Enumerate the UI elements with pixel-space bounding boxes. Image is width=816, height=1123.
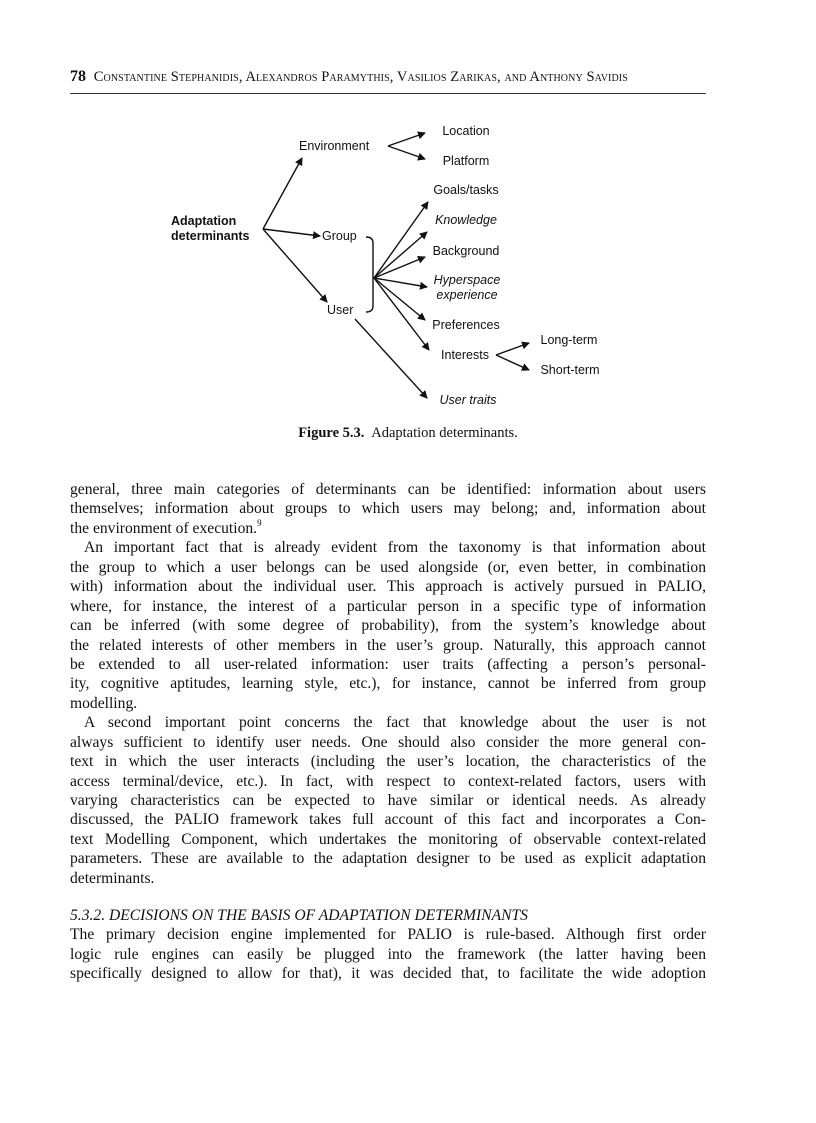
text-line-content: can be inferred (with some degree of probability), from the system’s knowledge about: [70, 617, 706, 635]
section-paragraph: [70, 925, 706, 983]
section-5-3-2: [70, 906, 706, 984]
node-hyperspace-line1: Hyperspace: [433, 273, 501, 287]
header-rule: [70, 93, 706, 94]
text-line: [70, 830, 706, 849]
text-line: [70, 810, 706, 829]
text-line: [70, 849, 706, 868]
text-line-content: access terminal/device, etc.). In fact, with respect to context-related factors, users with: [70, 772, 706, 790]
text-line: logic rule engines can easily be plugged into the framework (the latter having been: [70, 945, 706, 963]
adaptation-determinants-diagram: [0, 100, 816, 420]
text-line: [70, 499, 706, 518]
text-line-content: determinants.: [70, 869, 155, 887]
text-line: [70, 616, 706, 635]
text-line-content: A second important point concerns the fact that knowledge about the user is not: [84, 714, 706, 732]
node-user-traits: User traits: [439, 393, 497, 407]
body-text: [70, 480, 706, 888]
text-line: specifically designed to allow for that), it was decided that, to facilitate the wide adoption: [70, 965, 706, 983]
text-line: The primary decision engine implemented for PALIO is rule-based. Although first order: [70, 926, 706, 944]
node-platform: Platform: [442, 154, 490, 168]
node-preferences: Preferences: [432, 318, 500, 332]
text-line-content: where, for instance, the interest of a particular person in a specific type of information: [70, 597, 706, 615]
footnote-marker[interactable]: 9: [257, 517, 262, 528]
header-authors: Constantine Stephanidis, Alexandros Paramythis, Vasilios Zarikas, and Anthony Savidis: [93, 69, 628, 85]
text-line: [70, 713, 706, 732]
figure-caption: [0, 425, 816, 442]
diagram-arrows: [263, 133, 529, 398]
figure-label: Figure 5.3.: [298, 425, 365, 441]
text-line-content: discussed, the PALIO framework takes full account of this fact and incorporates a Con-: [70, 811, 706, 829]
page-number: 78: [70, 68, 86, 85]
text-line: [70, 538, 706, 557]
node-knowledge: Knowledge: [435, 213, 497, 227]
arrow-to-platform: [388, 146, 425, 159]
text-line-content: be extended to all user-related information: user traits (affecting a person’s personal-: [70, 655, 706, 673]
arrow-to-user: [263, 229, 327, 302]
node-location: Location: [442, 124, 490, 138]
paragraph: [70, 713, 706, 888]
node-background: Background: [432, 244, 500, 258]
arrow-to-location: [388, 133, 425, 146]
text-line: [70, 655, 706, 674]
text-line-content: varying characteristics can be expected to have similar or identical needs. As already: [70, 792, 706, 809]
node-goals: Goals/tasks: [433, 183, 499, 197]
text-line: [70, 577, 706, 596]
text-line: [70, 772, 706, 791]
text-line-content: parameters. These are available to the adaptation designer to be used as explicit adaptation: [70, 850, 706, 868]
text-line: [70, 636, 706, 655]
node-environment: Environment: [299, 139, 370, 153]
arrow-to-knowledge: [374, 232, 427, 278]
text-line-content: modelling.: [70, 694, 138, 712]
running-header: [70, 68, 706, 86]
text-line: [70, 791, 706, 810]
text-line: [70, 733, 706, 752]
text-line-content: general, three main categories of determinants can be identified: information about users: [70, 481, 706, 498]
arrow-to-preferences: [374, 278, 425, 320]
text-line-content: the group to which a user belongs can be used alongside (or, even better, in combination: [70, 558, 706, 576]
node-root-line1: Adaptation: [171, 214, 237, 228]
text-line-content: with) information about the individual user. This approach is actively pursued in PALIO,: [70, 578, 706, 596]
node-short-term: Short-term: [540, 363, 600, 377]
text-line: [70, 869, 706, 888]
arrow-to-interests: [374, 278, 429, 350]
group-user-brace: [366, 237, 373, 312]
text-line-content: An important fact that is already evident from the taxonomy is that information about: [84, 539, 706, 557]
text-line: [70, 597, 706, 616]
text-line-content: text Modelling Component, which undertakes the monitoring of observable context-related: [70, 830, 706, 848]
node-group: Group: [322, 229, 357, 243]
arrow-to-user-traits: [355, 319, 427, 398]
node-long-term: Long-term: [540, 333, 598, 347]
text-line-content: always sufficient to identify user needs. One should also consider the more general con-: [70, 733, 706, 751]
text-line-content: themselves; information about groups to which users may belong; and, information about: [70, 500, 706, 518]
text-line-content: ity, cognitive aptitudes, learning style, etc.), for instance, cannot be inferred from group: [70, 675, 706, 693]
node-interests: Interests: [441, 348, 489, 362]
section-heading: 5.3.2. DECISIONS ON THE BASIS OF ADAPTATION DETERMINANTS: [70, 907, 528, 924]
paragraph: [70, 538, 706, 713]
node-user: User: [327, 303, 354, 317]
text-line: [70, 558, 706, 577]
arrow-to-hyperspace: [374, 278, 427, 287]
arrow-to-long-term: [496, 343, 529, 355]
text-line: [70, 674, 706, 693]
node-hyperspace-line2: experience: [436, 288, 498, 302]
text-line: [70, 519, 706, 538]
paragraph: [70, 480, 706, 538]
arrow-to-short-term: [496, 355, 529, 370]
arrow-to-environment: [263, 158, 302, 229]
figure-caption-text: Adaptation determinants.: [371, 425, 518, 441]
text-line-content: text in which the user interacts (including the user’s location, the characteristics of the: [70, 753, 706, 771]
text-line: [70, 752, 706, 771]
text-line: [70, 694, 706, 713]
text-line-content: the related interests of other members in the user’s group. Naturally, this approach cannot: [70, 636, 706, 654]
text-line: [70, 480, 706, 499]
arrow-to-group: [263, 229, 320, 236]
text-line-content: the environment of execution.: [70, 519, 258, 537]
node-root-line2: determinants: [171, 229, 250, 243]
